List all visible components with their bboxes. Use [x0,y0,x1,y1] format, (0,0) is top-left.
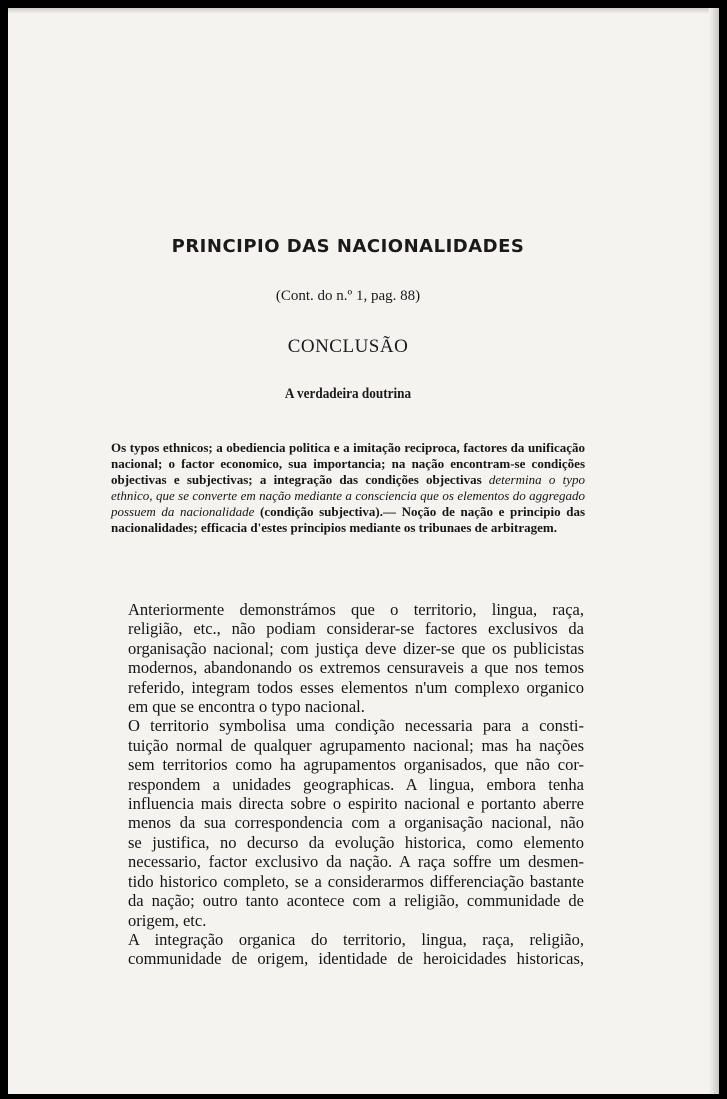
text-line: O territorio symbolisa uma condição necessaria para a consti- [128,716,584,736]
text-line: organisação nacional; com justiça deve dizer-se que os publicistas [128,638,584,658]
text-line: sem territorios como ha agrupamentos organisados, que não cor- [128,755,584,775]
paragraph-2 [118,716,584,929]
paragraph-1 [118,600,584,716]
text-line: necessario, factor exclusivo da nação. A raça soffre um desmen- [128,852,584,872]
text-line: Anteriormente demonstrámos que o territorio, lingua, raça, [128,600,584,619]
scanned-page [8,8,719,1094]
subsection-heading: A verdadeira doutrina [284,386,412,402]
text-line: religião, etc., não podiam considerar-se factores exclusivos da [128,619,584,639]
text-line: referido, integram todos esses elementos n'um complexo organico [128,677,584,697]
body-text [118,600,584,969]
text-line: se justifica, no decurso da evolução historica, como elemento [128,832,584,852]
text-line: da nação; outro tanto acontece com a religião, communidade de [128,891,584,911]
text-line: tido historico completo, se a considerarmos differenciação bastante [128,871,584,891]
scan-edge-top [8,8,719,14]
text-line: influencia mais directa sobre o espirito nacional e portanto aberre [128,794,584,814]
text-line: communidade de origem, identidade de heroicidades historicas, [128,949,584,969]
scan-edge-right [709,8,719,1094]
text-line: tuição normal de qualquer agrupamento nacional; mas ha nações [128,735,584,755]
text-line: menos da sua correspondencia com a organisação nacional, não [128,813,584,833]
text-line: modernos, abandonando os extremos censuraveis a que nos temos [128,658,584,678]
summary-abstract [111,440,585,535]
continuation-note: (Cont. do n.º 1, pag. 88) [275,288,421,304]
text-line: em que se encontra o typo nacional. [128,697,365,717]
paragraph-3 [118,930,584,969]
text-line: respondem a unidades geographicas. A lingua, embora tenha [128,774,584,794]
summary-italic: determina o typo ethnico, que se converte em nação mediante a consciencia que os elementos do aggregado possuem da nacionalidade [111,471,585,519]
text-line: A integração organica do territorio, lingua, raça, religião, [128,929,584,949]
text-line: origem, etc. [128,910,207,930]
summary-part-2: (condição subjectiva).— Noção de nação e principio das nacionalidades; efficacia d'estes principios mediante os tribunaes de arbitragem. [111,503,586,535]
article-title: PRINCIPIO DAS NACIONALIDADES [171,236,525,257]
summary-part-1: Os typos ethnicos; a obediencia politica e a imitação reciproca, factores da unificação nacional; o factor economico, sua importancia; na nação encontram-se condições objectivas e subjectivas; a integração das condições objectivas [111,440,585,487]
section-heading: CONCLUSÃO [287,336,409,357]
